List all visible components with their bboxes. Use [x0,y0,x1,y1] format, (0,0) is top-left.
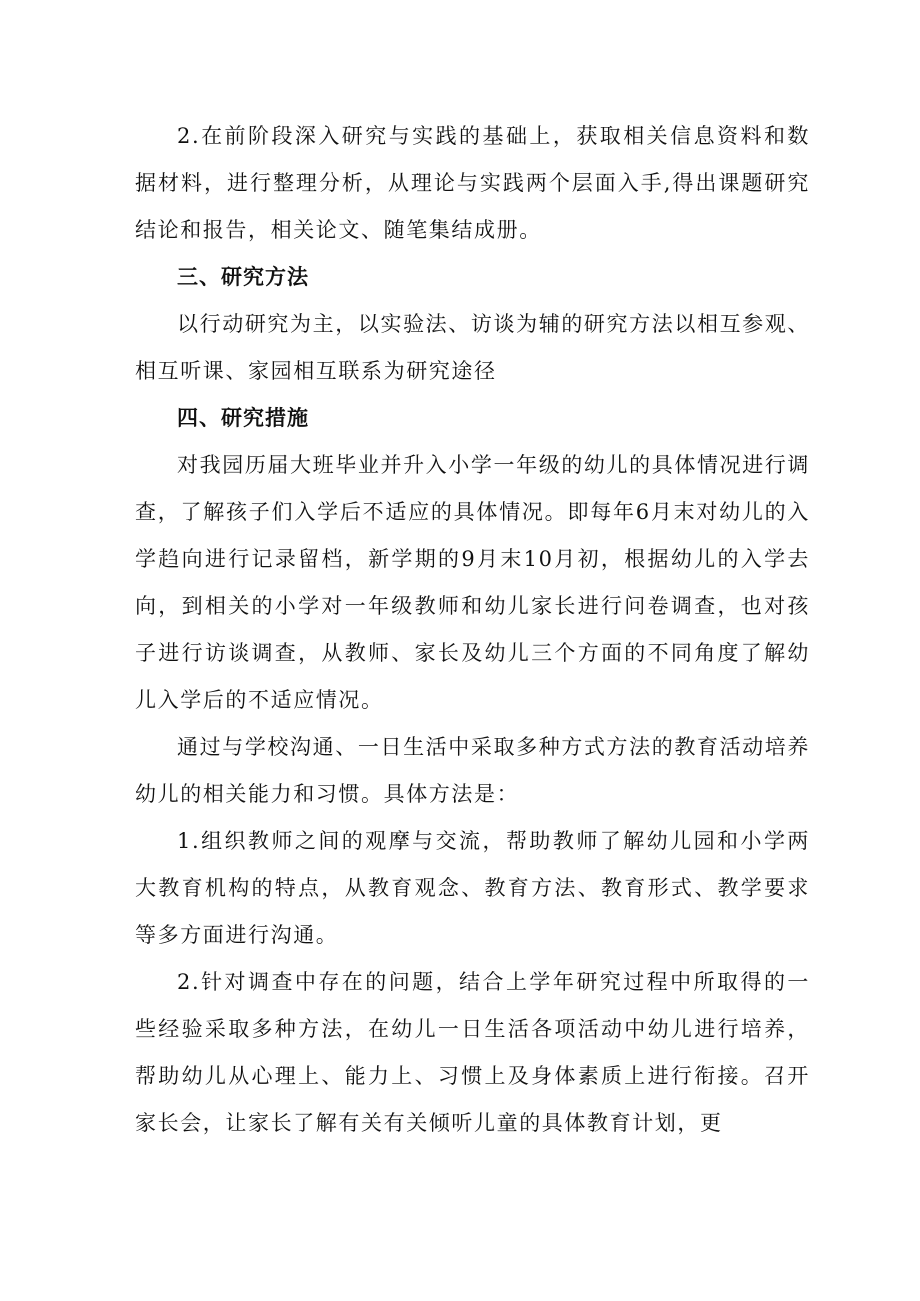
paragraph-communication: 通过与学校沟通、一日生活中采取多种方式方法的教育活动培养幼儿的相关能力和习惯。具体方法是： [135,735,810,806]
paragraph-survey: 对我园历届大班毕业并升入小学一年级的幼儿的具体情况进行调查，了解孩子们入学后不适应的具体情况。即每年6月末对幼儿的入学趋向进行记录留档，新学期的9月末10月初，根据幼儿的入学去向，到相关的小学对一年级教师和幼儿家长进行问卷调查，也对孩子进行访谈调查，从教师、家长及幼儿三个方面的不同角度了解幼儿入学后的不适应情况。 [135,453,810,712]
paragraph-method-2: 2.针对调查中存在的问题，结合上学年研究过程中所取得的一些经验采取多种方法，在幼儿一日生活各项活动中幼儿进行培养，帮助幼儿从心理上、能力上、习惯上及身体素质上进行衔接。召开家长会，让家长了解有关有关倾听儿童的具体教育计划，更 [135,970,810,1135]
heading-research-methods: 三、研究方法 [177,265,309,289]
paragraph-research-methods: 以行动研究为主，以实验法、访谈为辅的研究方法以相互参观、相互听课、家园相互联系为研究途径 [135,312,810,383]
paragraph-method-1: 1.组织教师之间的观摩与交流，帮助教师了解幼儿园和小学两大教育机构的特点，从教育观念、教育方法、教育形式、教学要求等多方面进行沟通。 [135,829,810,947]
paragraph-conclusion-step: 2.在前阶段深入研究与实践的基础上，获取相关信息资料和数据材料，进行整理分析，从理论与实践两个层面入手,得出课题研究结论和报告，相关论文、随笔集结成册。 [135,124,810,242]
heading-research-measures: 四、研究措施 [177,406,309,430]
